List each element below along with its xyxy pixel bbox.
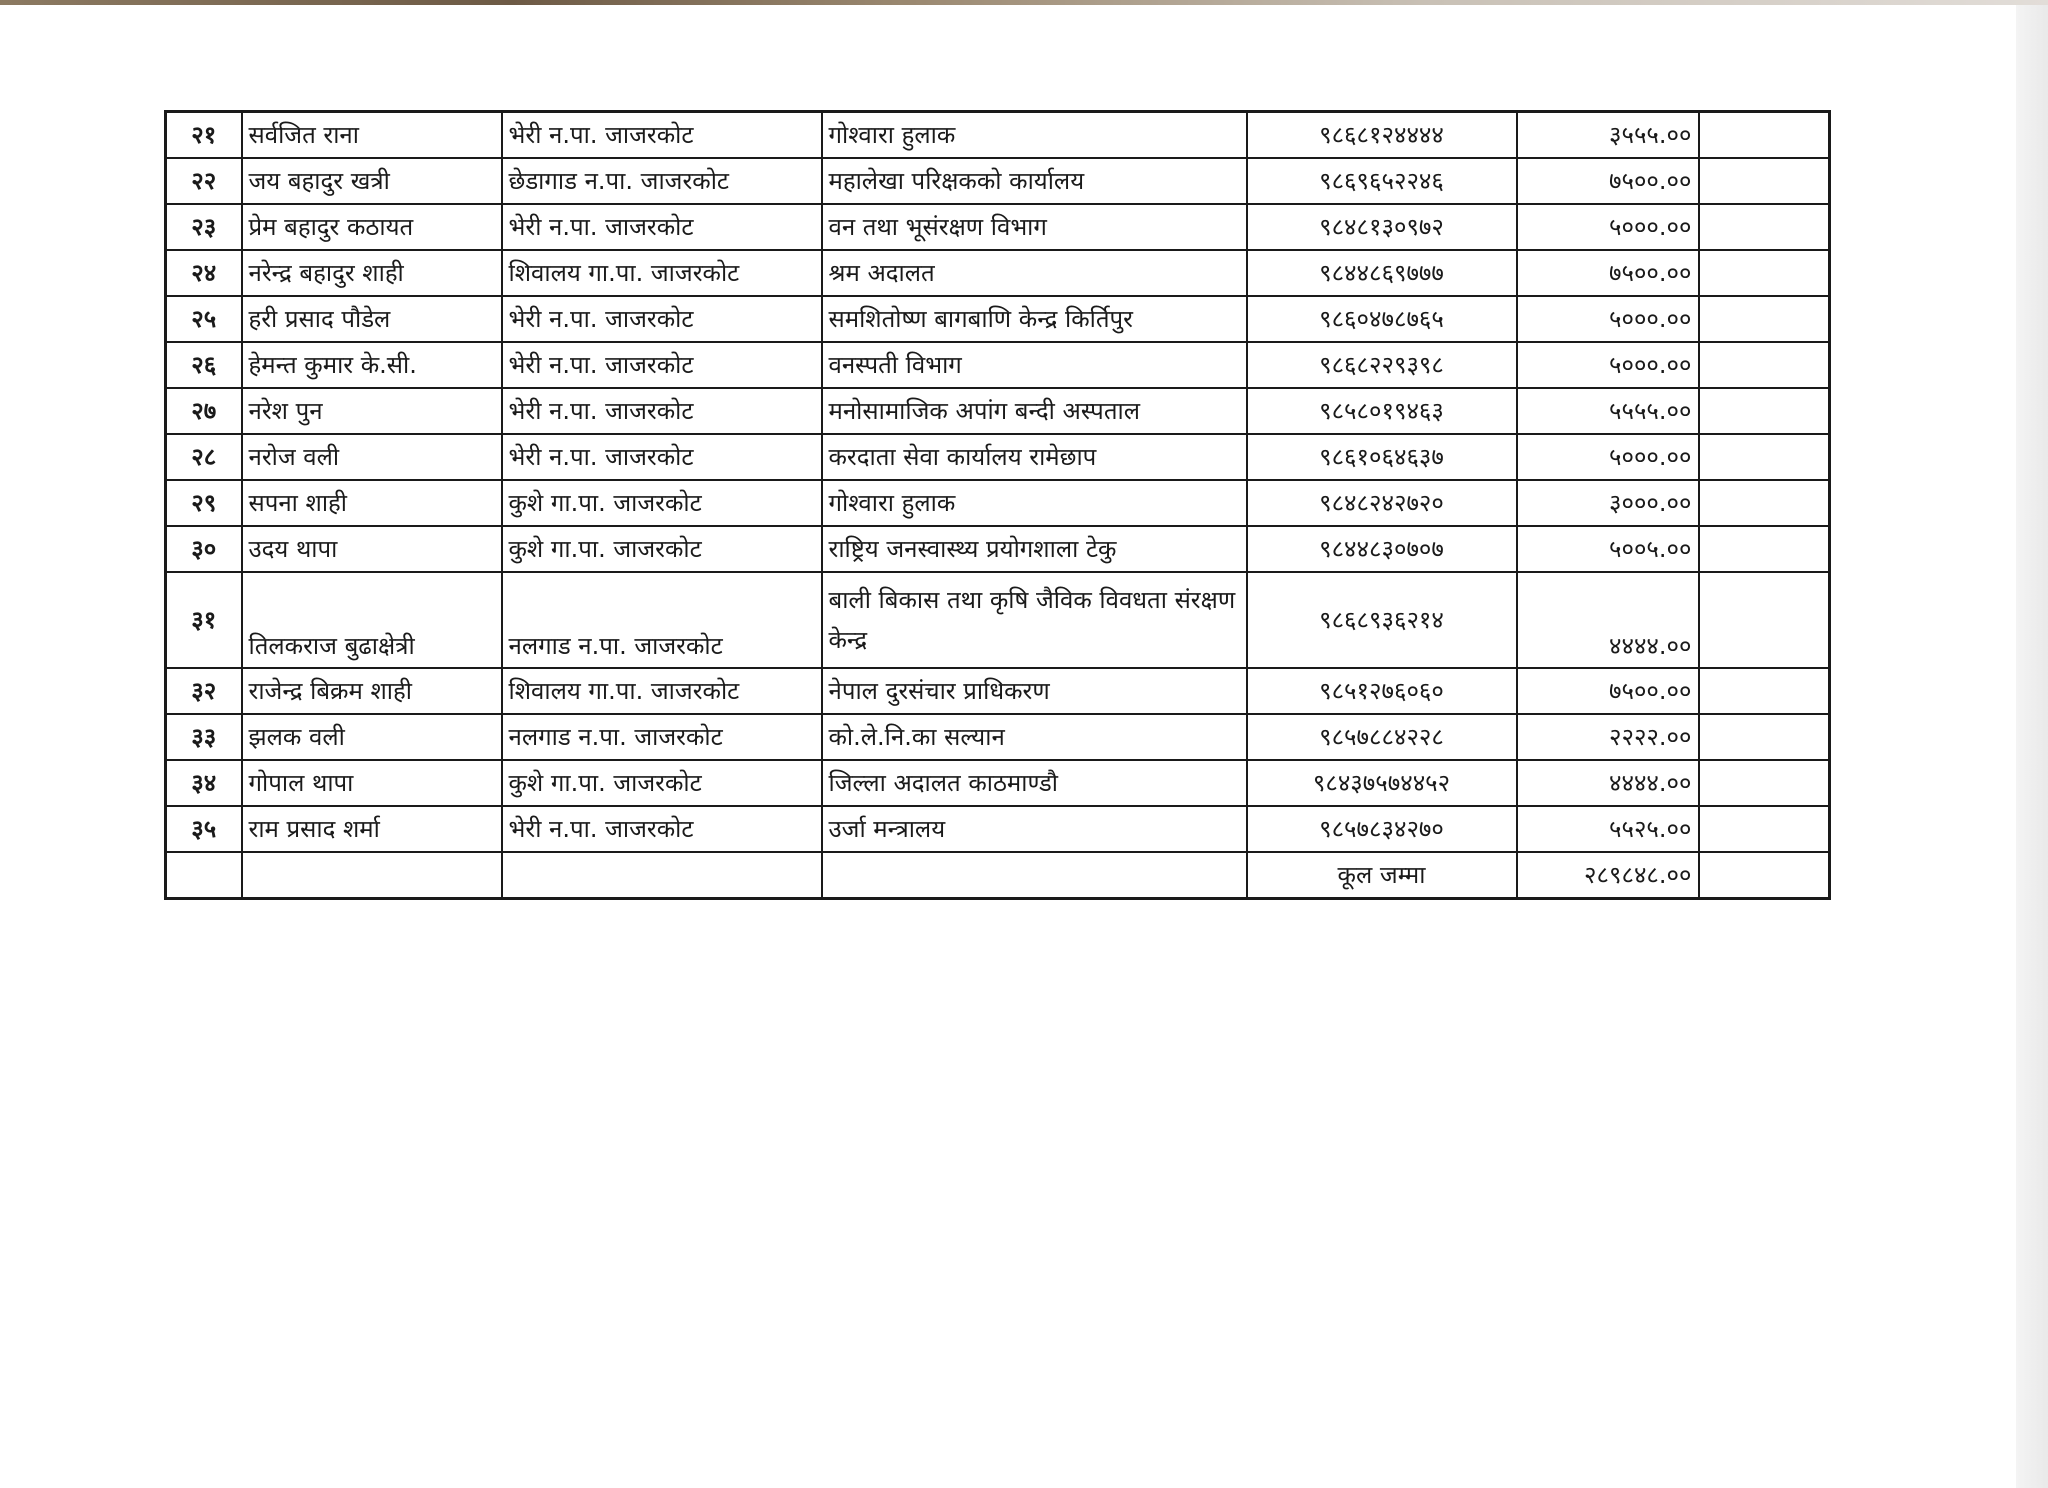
amount: ४४४४.०० bbox=[1517, 572, 1699, 668]
table-row bbox=[166, 342, 1830, 388]
amount: ५५२५.०० bbox=[1517, 806, 1699, 852]
serial-number: २६ bbox=[166, 342, 242, 388]
total-remarks-cell bbox=[1699, 852, 1830, 899]
amount: ५०००.०० bbox=[1517, 204, 1699, 250]
remarks-cell bbox=[1699, 388, 1830, 434]
phone-number: ९८६८२२९३९८ bbox=[1247, 342, 1517, 388]
amount: ३०००.०० bbox=[1517, 480, 1699, 526]
office-name: को.ले.नि.का सल्यान bbox=[822, 714, 1247, 760]
person-name: गोपाल थापा bbox=[242, 760, 502, 806]
address: नलगाड न.पा. जाजरकोट bbox=[502, 572, 822, 668]
office-name: वन तथा भूसंरक्षण विभाग bbox=[822, 204, 1247, 250]
amount: ५०००.०० bbox=[1517, 296, 1699, 342]
address: भेरी न.पा. जाजरकोट bbox=[502, 112, 822, 159]
address: भेरी न.पा. जाजरकोट bbox=[502, 806, 822, 852]
amount: २२२२.०० bbox=[1517, 714, 1699, 760]
address: भेरी न.पा. जाजरकोट bbox=[502, 388, 822, 434]
total-name-cell bbox=[242, 852, 502, 899]
office-name: उर्जा मन्त्रालय bbox=[822, 806, 1247, 852]
amount: ३५५५.०० bbox=[1517, 112, 1699, 159]
serial-number: २५ bbox=[166, 296, 242, 342]
amount: ७५००.०० bbox=[1517, 158, 1699, 204]
total-amount: २८९८४८.०० bbox=[1517, 852, 1699, 899]
phone-number: ९८६०४७८७६५ bbox=[1247, 296, 1517, 342]
serial-number: ३३ bbox=[166, 714, 242, 760]
address: कुशे गा.पा. जाजरकोट bbox=[502, 480, 822, 526]
remarks-cell bbox=[1699, 806, 1830, 852]
amount: ७५००.०० bbox=[1517, 668, 1699, 714]
amount: ५०००.०० bbox=[1517, 434, 1699, 480]
records-table-container bbox=[164, 110, 1828, 900]
amount: ५०००.०० bbox=[1517, 342, 1699, 388]
phone-number: ९८५८०१९४६३ bbox=[1247, 388, 1517, 434]
address: छेडागाड न.पा. जाजरकोट bbox=[502, 158, 822, 204]
table-row bbox=[166, 204, 1830, 250]
office-name: गोश्वारा हुलाक bbox=[822, 112, 1247, 159]
phone-number: ९८६८९३६२१४ bbox=[1247, 572, 1517, 668]
phone-number: ९८४४८६९७७७ bbox=[1247, 250, 1517, 296]
phone-number: ९८४८२४२७२० bbox=[1247, 480, 1517, 526]
phone-number: ९८५७८८४२२८ bbox=[1247, 714, 1517, 760]
address: शिवालय गा.पा. जाजरकोट bbox=[502, 668, 822, 714]
person-name: नरोज वली bbox=[242, 434, 502, 480]
remarks-cell bbox=[1699, 158, 1830, 204]
office-name: वनस्पती विभाग bbox=[822, 342, 1247, 388]
remarks-cell bbox=[1699, 480, 1830, 526]
serial-number: ३५ bbox=[166, 806, 242, 852]
person-name: नरेन्द्र बहादुर शाही bbox=[242, 250, 502, 296]
remarks-cell bbox=[1699, 526, 1830, 572]
records-table bbox=[164, 110, 1831, 900]
person-name: उदय थापा bbox=[242, 526, 502, 572]
address: कुशे गा.पा. जाजरकोट bbox=[502, 526, 822, 572]
scan-top-shadow bbox=[0, 0, 2048, 5]
amount: ५००५.०० bbox=[1517, 526, 1699, 572]
amount: ५५५५.०० bbox=[1517, 388, 1699, 434]
office-name: मनोसामाजिक अपांग बन्दी अस्पताल bbox=[822, 388, 1247, 434]
phone-number: ९८४३७५७४४५२ bbox=[1247, 760, 1517, 806]
total-row bbox=[166, 852, 1830, 899]
phone-number: ९८६९६५२२४६ bbox=[1247, 158, 1517, 204]
address: शिवालय गा.पा. जाजरकोट bbox=[502, 250, 822, 296]
person-name: राम प्रसाद शर्मा bbox=[242, 806, 502, 852]
table-row bbox=[166, 434, 1830, 480]
address: भेरी न.पा. जाजरकोट bbox=[502, 296, 822, 342]
table-row bbox=[166, 668, 1830, 714]
serial-number: ३० bbox=[166, 526, 242, 572]
serial-number: २१ bbox=[166, 112, 242, 159]
serial-number: २२ bbox=[166, 158, 242, 204]
total-address-cell bbox=[502, 852, 822, 899]
table-row bbox=[166, 760, 1830, 806]
person-name: तिलकराज बुढाक्षेत्री bbox=[242, 572, 502, 668]
table-row bbox=[166, 526, 1830, 572]
table-row bbox=[166, 714, 1830, 760]
person-name: प्रेम बहादुर कठायत bbox=[242, 204, 502, 250]
amount: ४४४४.०० bbox=[1517, 760, 1699, 806]
office-name: श्रम अदालत bbox=[822, 250, 1247, 296]
total-serial-cell bbox=[166, 852, 242, 899]
serial-number: ३१ bbox=[166, 572, 242, 668]
remarks-cell bbox=[1699, 760, 1830, 806]
table-row bbox=[166, 572, 1830, 668]
total-office-cell bbox=[822, 852, 1247, 899]
phone-number: ९८४४८३०७०७ bbox=[1247, 526, 1517, 572]
serial-number: २८ bbox=[166, 434, 242, 480]
records-table-body bbox=[166, 112, 1830, 899]
serial-number: २९ bbox=[166, 480, 242, 526]
serial-number: २७ bbox=[166, 388, 242, 434]
address: भेरी न.पा. जाजरकोट bbox=[502, 342, 822, 388]
remarks-cell bbox=[1699, 668, 1830, 714]
total-label: कूल जम्मा bbox=[1247, 852, 1517, 899]
table-row bbox=[166, 296, 1830, 342]
remarks-cell bbox=[1699, 204, 1830, 250]
person-name: नरेश पुन bbox=[242, 388, 502, 434]
table-row bbox=[166, 480, 1830, 526]
serial-number: ३२ bbox=[166, 668, 242, 714]
remarks-cell bbox=[1699, 434, 1830, 480]
address: नलगाड न.पा. जाजरकोट bbox=[502, 714, 822, 760]
serial-number: २४ bbox=[166, 250, 242, 296]
office-name: समशितोष्ण बागबाणि केन्द्र किर्तिपुर bbox=[822, 296, 1247, 342]
table-row bbox=[166, 158, 1830, 204]
remarks-cell bbox=[1699, 296, 1830, 342]
remarks-cell bbox=[1699, 342, 1830, 388]
remarks-cell bbox=[1699, 572, 1830, 668]
phone-number: ९८६१०६४६३७ bbox=[1247, 434, 1517, 480]
table-row bbox=[166, 250, 1830, 296]
phone-number: ९८५१२७६०६० bbox=[1247, 668, 1517, 714]
phone-number: ९८५७८३४२७० bbox=[1247, 806, 1517, 852]
amount: ७५००.०० bbox=[1517, 250, 1699, 296]
office-name: महालेखा परिक्षकको कार्यालय bbox=[822, 158, 1247, 204]
office-name: बाली बिकास तथा कृषि जैविक विवधता संरक्षण केन्द्र bbox=[822, 572, 1247, 668]
office-name: राष्ट्रिय जनस्वास्थ्य प्रयोगशाला टेकु bbox=[822, 526, 1247, 572]
serial-number: ३४ bbox=[166, 760, 242, 806]
address: कुशे गा.पा. जाजरकोट bbox=[502, 760, 822, 806]
office-name: नेपाल दुरसंचार प्राधिकरण bbox=[822, 668, 1247, 714]
serial-number: २३ bbox=[166, 204, 242, 250]
table-row bbox=[166, 112, 1830, 159]
table-row bbox=[166, 806, 1830, 852]
person-name: हेमन्त कुमार के.सी. bbox=[242, 342, 502, 388]
person-name: सर्वजित राना bbox=[242, 112, 502, 159]
phone-number: ९८६८१२४४४४ bbox=[1247, 112, 1517, 159]
person-name: जय बहादुर खत्री bbox=[242, 158, 502, 204]
remarks-cell bbox=[1699, 112, 1830, 159]
remarks-cell bbox=[1699, 714, 1830, 760]
remarks-cell bbox=[1699, 250, 1830, 296]
table-row bbox=[166, 388, 1830, 434]
office-name: जिल्ला अदालत काठमाण्डौ bbox=[822, 760, 1247, 806]
person-name: सपना शाही bbox=[242, 480, 502, 526]
address: भेरी न.पा. जाजरकोट bbox=[502, 204, 822, 250]
phone-number: ९८४८१३०९७२ bbox=[1247, 204, 1517, 250]
address: भेरी न.पा. जाजरकोट bbox=[502, 434, 822, 480]
person-name: हरी प्रसाद पौडेल bbox=[242, 296, 502, 342]
office-name: करदाता सेवा कार्यालय रामेछाप bbox=[822, 434, 1247, 480]
office-name: गोश्वारा हुलाक bbox=[822, 480, 1247, 526]
person-name: झलक वली bbox=[242, 714, 502, 760]
page-edge bbox=[2016, 0, 2048, 1488]
person-name: राजेन्द्र बिक्रम शाही bbox=[242, 668, 502, 714]
